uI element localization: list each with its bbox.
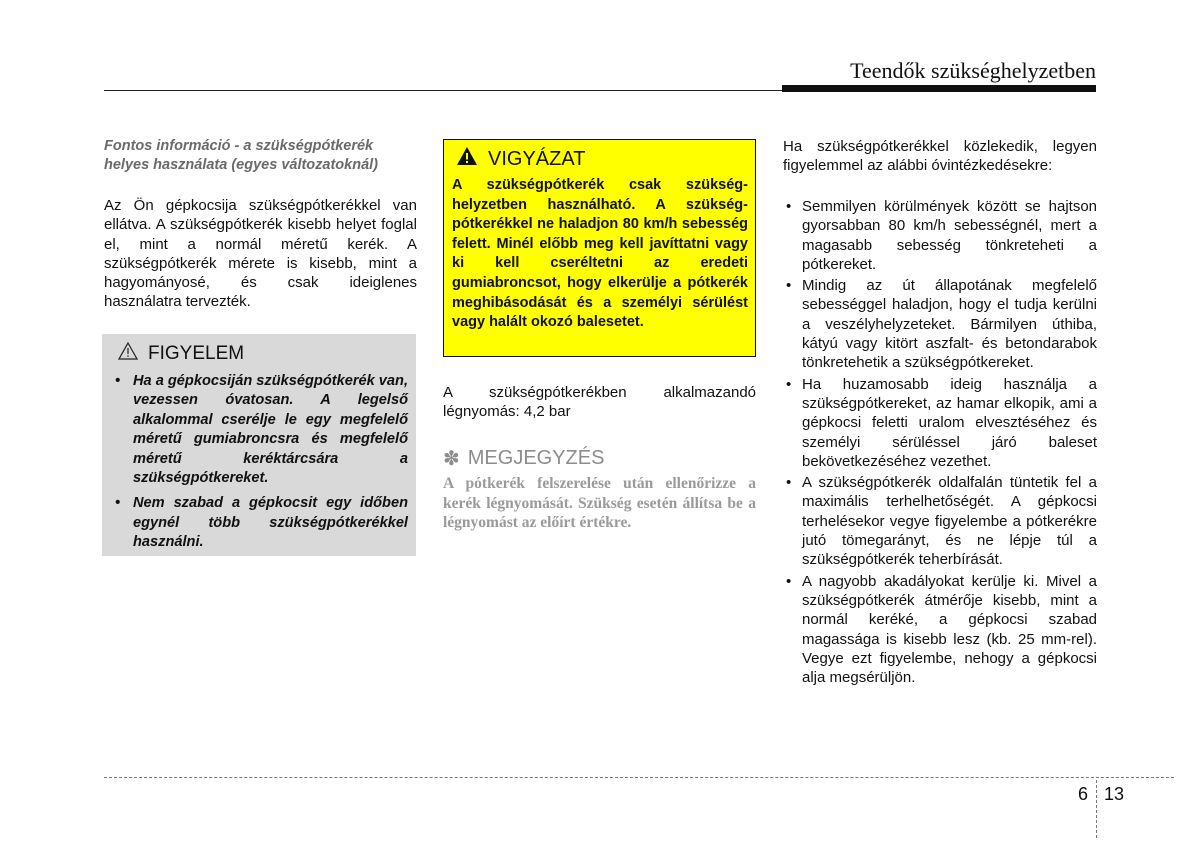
header-rule-thick: [782, 85, 1096, 92]
list-item: • Ha huzamosabb ideig használja a szükségpótkereket, az hamar elkopik, ami a gépkocsi feletti uralom elvesztéséhez és személyi sérüléssel járó baleset bekövetkezéséhez vezethet.: [783, 375, 1097, 471]
warning-triangle-filled-icon: [456, 146, 478, 172]
caution-box: [443, 139, 756, 357]
header-rule: [104, 90, 784, 91]
caution-text: A szükségpótkerék csak szükséghelyzetben használható. A szükségpótkerékkel ne haladjon 80 km/h sebesség felett. Minél előbb meg kell javíttatni vagy ki kell cseréltetni az eredeti gumiabroncsot, hogy elkerülje a pótkerék meghibásodását és a személyi sérülést vagy halált okozó balesetet.: [452, 177, 748, 331]
warning-triangle-outline-icon: [118, 342, 138, 366]
list-item: • Mindig az út állapotának megfelelő sebességgel haladjon, hogy el tudja kerülni a veszélyhelyzeteket. Bármilyen úthiba, kátyú vagy kitört aszfalt- és betondarabok tönkretehetik a szükségpótkereket.: [783, 276, 1097, 372]
list-item: • A nagyobb akadályokat kerülje ki. Mivel a szükségpótkerék átmérője kisebb, mint a normál keréké, a gépkocsi szabad magassága is kisebb lesz (kb. 25 mm-rel). Vegye ezt figyelembe, nehogy a gépkocsi alja megsérüljön.: [783, 572, 1097, 688]
note-text: A pótkerék felszerelése után ellenőrizze a kerék légnyomását. Szükség esetén állítsa be a légnyomást az előírt értékre.: [443, 475, 756, 531]
caution-title: [456, 146, 748, 172]
footer-divider: [1096, 780, 1097, 838]
section-subheading: Fontos információ - a szükségpótkerék helyes használata (egyes változatoknál): [104, 138, 378, 173]
chapter-number: 6: [1077, 784, 1088, 804]
intro-paragraph: Az Ön gépkocsija szükségpótkerékkel van ellátva. A szükségpótkerék kisebb helyet foglal el, mint a normál méretű kerék. A szükségpótkerék mérete is kisebb, mint a hagyományosé, és csak ideiglenes használatra tervezték.: [104, 197, 417, 311]
caution-title-text: VIGYÁZAT: [488, 147, 586, 170]
pressure-paragraph: A szükségpótkerékben alkalmazandó légnyomás: 4,2 bar: [443, 384, 756, 421]
asterisk-icon: ✽: [443, 448, 460, 470]
page-header-title: Teendők szükséghelyzetben: [850, 58, 1096, 83]
warning-list: [110, 372, 408, 553]
page-number: 13: [1104, 784, 1125, 804]
precautions-list: [783, 197, 1097, 689]
note-title-text: MEGJEGYZÉS: [467, 447, 605, 469]
list-item: • A szükségpótkerék oldalfalán tüntetik fel a maximális terhelhetőségét. A gépkocsi terhelésekor vegye figyelembe a pótkerékre jutó tömegarányt, és ne lépje túl a szükségpótkerék teherbírását.: [783, 473, 1097, 569]
warning-title: [118, 342, 408, 366]
precautions-intro: Ha szükségpótkerékkel közlekedik, legyen figyelemmel az alábbi óvintézkedésekre:: [783, 138, 1097, 175]
warning-item: • Ha a gépkocsiján szükségpótkerék van, vezessen óvatosan. A legelső alkalommal cserélje le egy megfelelő méretű gumiabroncsra és megfelelő méretű keréktárcsára a szükségpótkereket.: [110, 372, 408, 488]
warning-item: • Nem szabad a gépkocsit egy időben egynél több szükségpótkerékkel használni.: [110, 494, 408, 552]
list-item: • Semmilyen körülmények között se hajtson gyorsabban 80 km/h sebességnél, mert a magasabb sebesség tönkreteheti a pótkereket.: [783, 197, 1097, 274]
footer-rule: [104, 777, 1174, 778]
note-title: [443, 446, 604, 471]
warning-title-text: FIGYELEM: [148, 343, 245, 364]
warning-box: [102, 334, 416, 556]
